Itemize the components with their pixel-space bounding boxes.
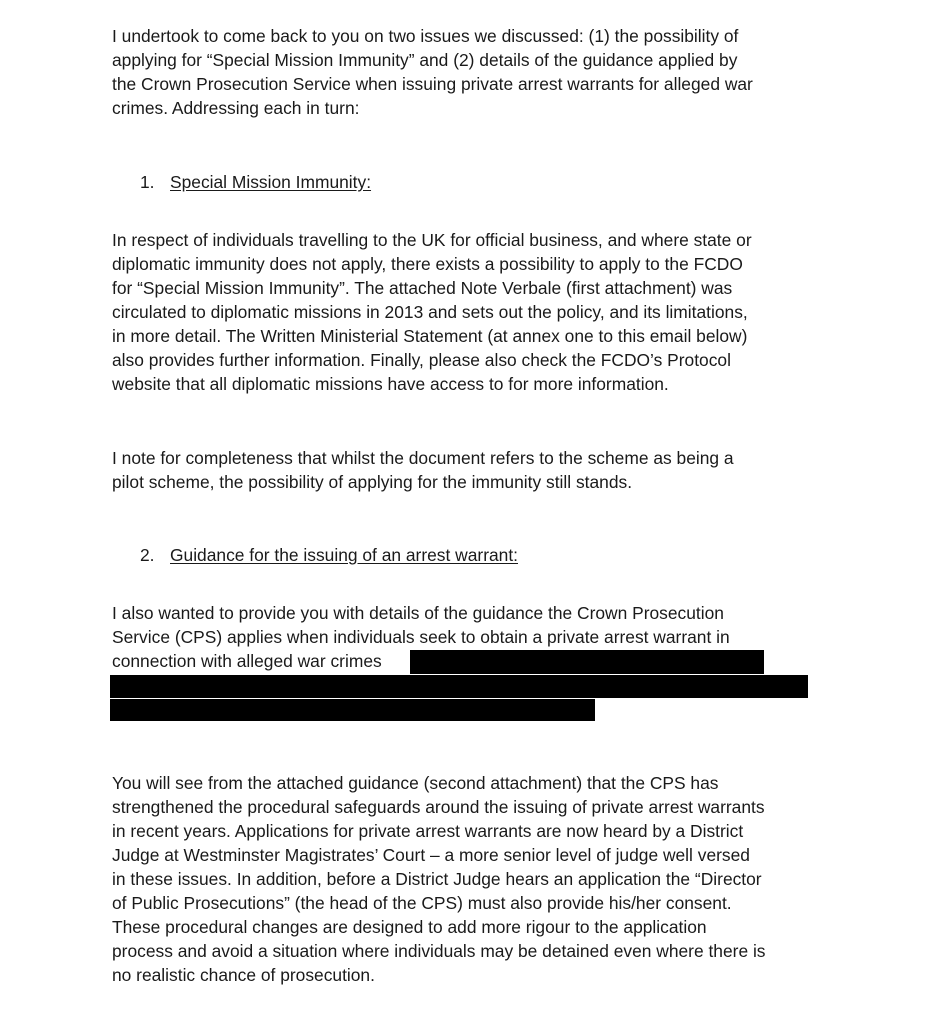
section-1-heading	[140, 170, 371, 194]
section-2-number: 2.	[140, 545, 155, 565]
section-2-heading	[140, 543, 518, 567]
paragraph-line: process and avoid a situation where individuals may be detained even where there is	[112, 941, 766, 961]
redaction-bar	[410, 650, 764, 674]
intro-line: I undertook to come back to you on two issues we discussed: (1) the possibility of	[112, 26, 739, 46]
paragraph-line: diplomatic immunity does not apply, there exists a possibility to apply to the FCDO	[112, 254, 743, 274]
intro-line: the Crown Prosecution Service when issuing private arrest warrants for alleged war	[112, 74, 753, 94]
paragraph-line: In respect of individuals travelling to the UK for official business, and where state or	[112, 230, 752, 250]
paragraph-line: You will see from the attached guidance (second attachment) that the CPS has	[112, 773, 719, 793]
section-1-paragraph-1	[112, 228, 752, 396]
paragraph-line: no realistic chance of prosecution.	[112, 965, 375, 985]
intro-line: crimes. Addressing each in turn:	[112, 98, 360, 118]
paragraph-line: pilot scheme, the possibility of applying for the immunity still stands.	[112, 472, 633, 492]
paragraph-line: in recent years. Applications for private arrest warrants are now heard by a District	[112, 821, 744, 841]
section-1-paragraph-2	[112, 446, 734, 494]
paragraph-line: I note for completeness that whilst the document refers to the scheme as being a	[112, 448, 734, 468]
paragraph-line: Service (CPS) applies when individuals seek to obtain a private arrest warrant in	[112, 627, 730, 647]
paragraph-line: in more detail. The Written Ministerial Statement (at annex one to this email below)	[112, 326, 748, 346]
paragraph-line: for “Special Mission Immunity”. The attached Note Verbale (first attachment) was	[112, 278, 733, 298]
section-2-paragraph-2	[112, 771, 766, 987]
paragraph-line: circulated to diplomatic missions in 2013 and sets out the policy, and its limitations,	[112, 302, 748, 322]
paragraph-line: connection with alleged war crimes	[112, 651, 382, 671]
redaction-bar	[110, 699, 595, 721]
section-1-title: Special Mission Immunity:	[170, 172, 372, 192]
intro-line: applying for “Special Mission Immunity” and (2) details of the guidance applied by	[112, 50, 738, 70]
paragraph-line: These procedural changes are designed to add more rigour to the application	[112, 917, 707, 937]
section-1-number: 1.	[140, 172, 155, 192]
paragraph-line: website that all diplomatic missions have access to for more information.	[112, 374, 669, 394]
redaction-bar	[110, 675, 808, 698]
paragraph-line: Judge at Westminster Magistrates’ Court – a more senior level of judge well versed	[112, 845, 750, 865]
paragraph-line: strengthened the procedural safeguards around the issuing of private arrest warrants	[112, 797, 765, 817]
paragraph-line: of Public Prosecutions” (the head of the CPS) must also provide his/her consent.	[112, 893, 732, 913]
intro-paragraph	[112, 24, 753, 120]
paragraph-line: I also wanted to provide you with details of the guidance the Crown Prosecution	[112, 603, 724, 623]
section-2-title: Guidance for the issuing of an arrest warrant:	[170, 545, 518, 565]
paragraph-line: in these issues. In addition, before a District Judge hears an application the “Director	[112, 869, 762, 889]
paragraph-line: also provides further information. Finally, please also check the FCDO’s Protocol	[112, 350, 731, 370]
